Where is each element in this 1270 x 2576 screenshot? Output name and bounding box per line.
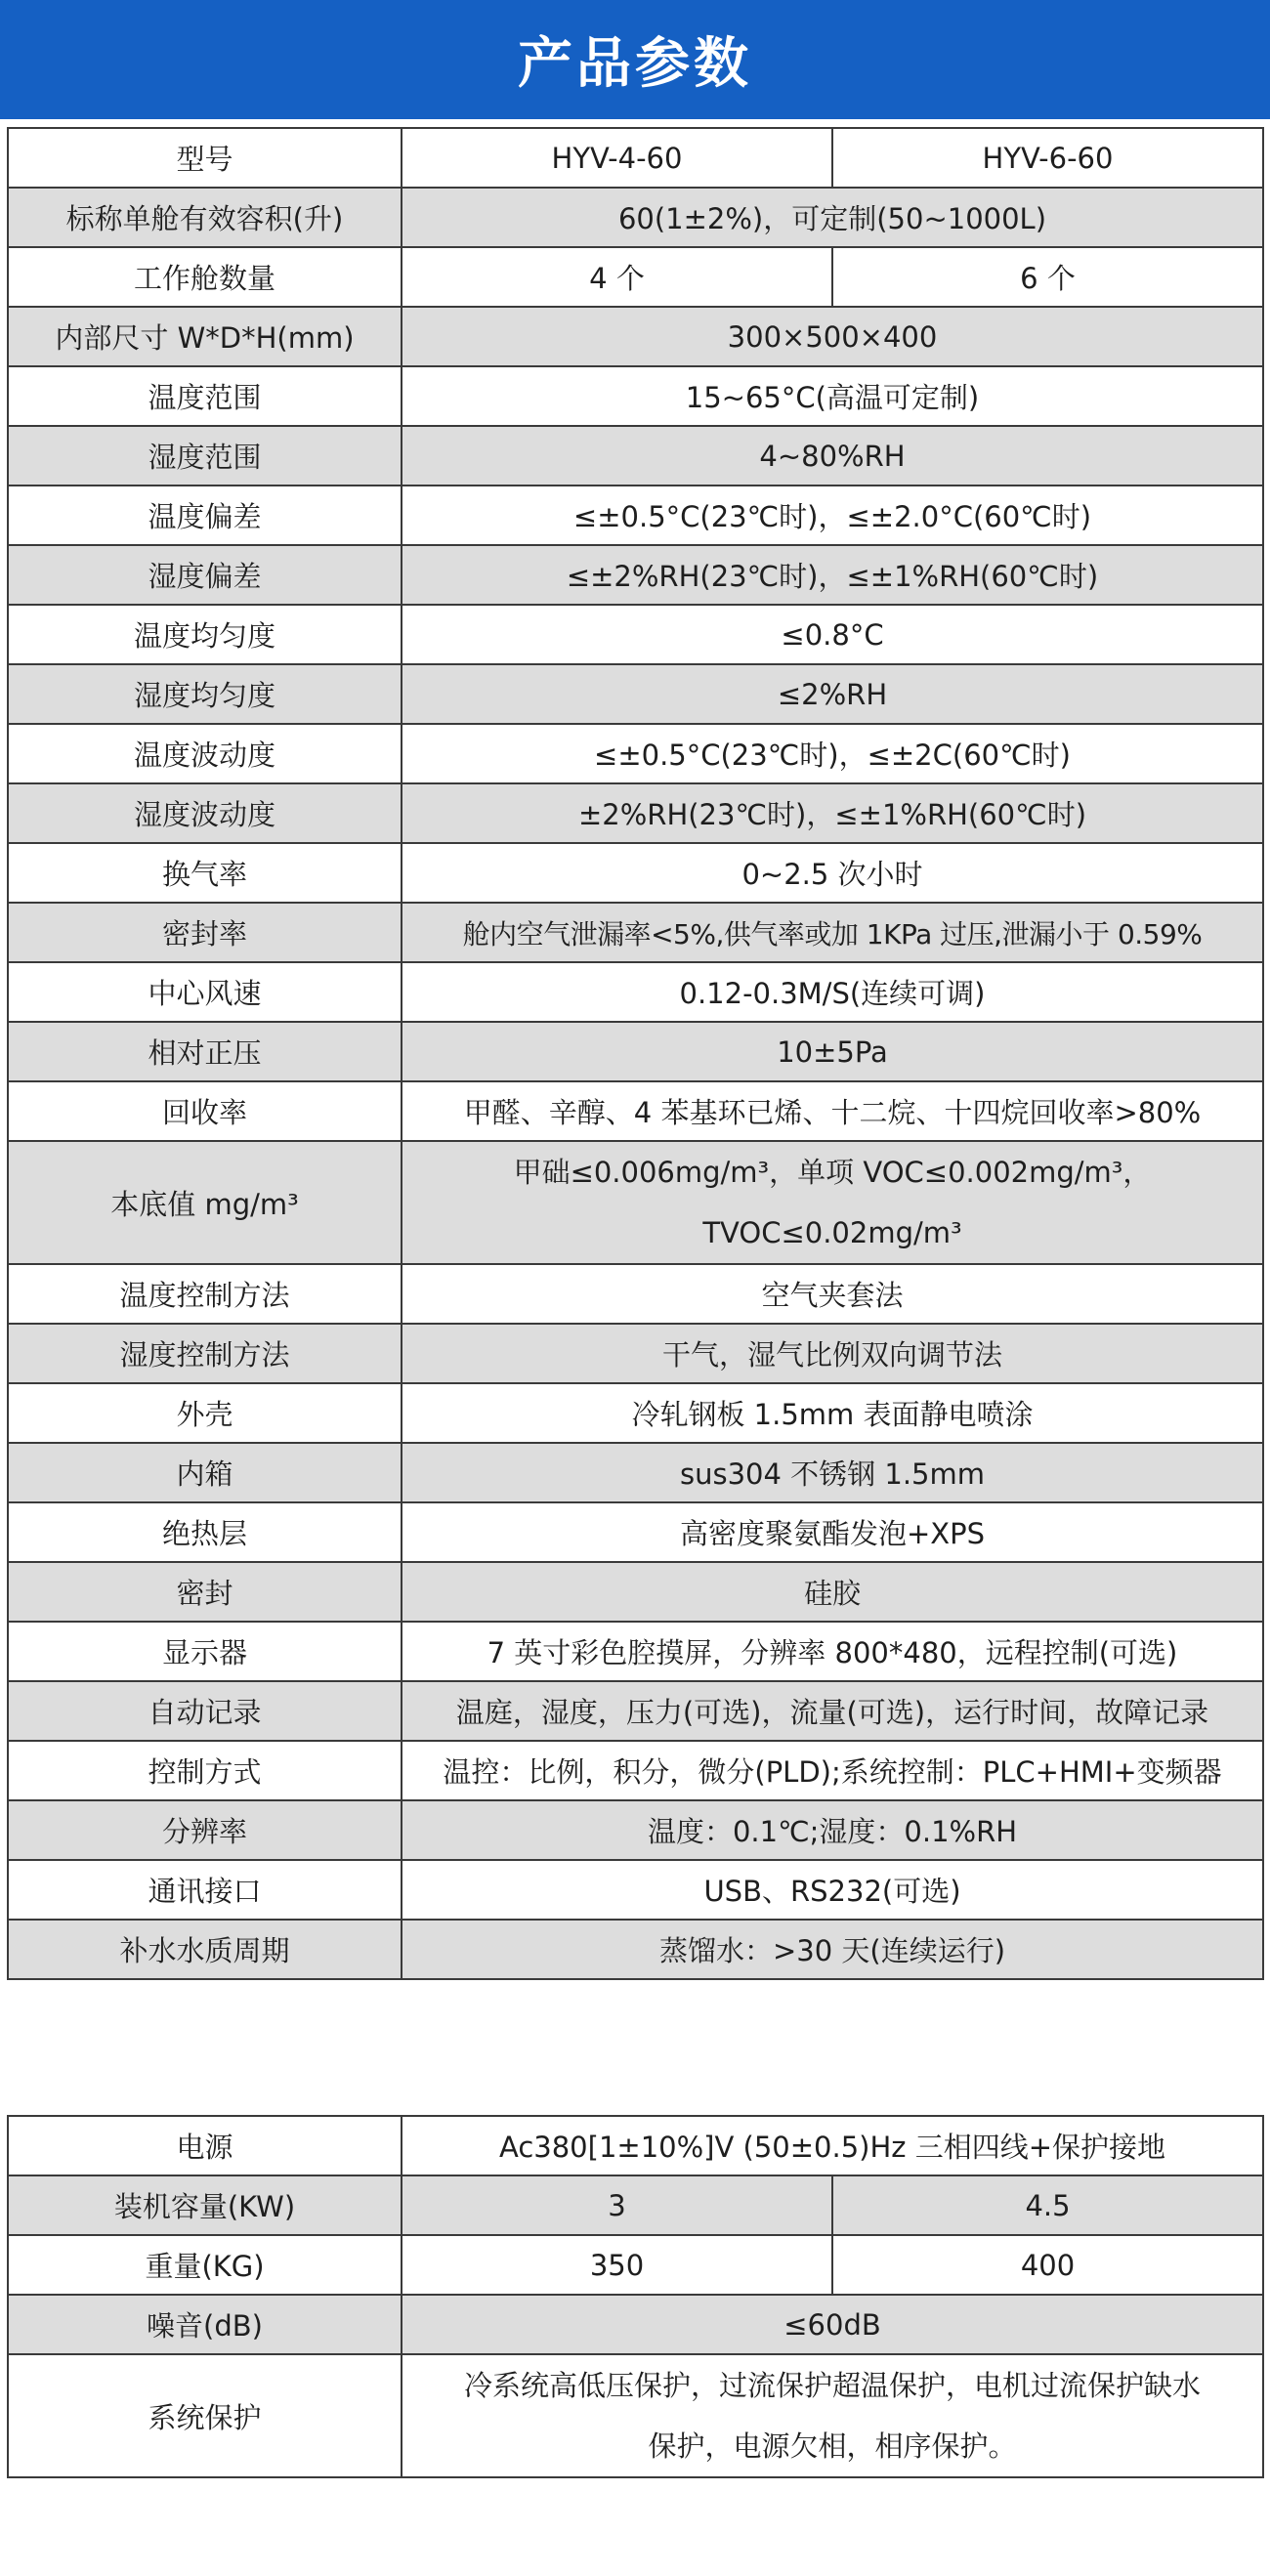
row-value: 3 — [402, 2175, 832, 2235]
table-row — [8, 2175, 1263, 2235]
row-label: 相对正压 — [8, 1022, 402, 1081]
row-value-line: 保护，电源欠相，相序保护。 — [648, 2429, 1017, 2463]
header-label: 型号 — [8, 128, 402, 188]
row-value-line: 甲础≤0.006mg/m³，单项 VOC≤0.002mg/m³， — [513, 1156, 1152, 1189]
row-value: 冷轧钢板 1.5mm 表面静电喷涂 — [402, 1383, 1263, 1443]
table-row — [8, 2354, 1263, 2477]
row-label: 温度范围 — [8, 366, 402, 426]
table-row — [8, 1502, 1263, 1562]
row-label: 湿度偏差 — [8, 545, 402, 605]
table-row — [8, 1081, 1263, 1141]
row-label: 湿度范围 — [8, 426, 402, 486]
row-value — [402, 2354, 1263, 2477]
table-row — [8, 1562, 1263, 1622]
row-label: 分辨率 — [8, 1800, 402, 1860]
model-name: HYV-4-60 — [402, 128, 832, 188]
row-value: 硅胶 — [402, 1562, 1263, 1622]
row-label: 密封率 — [8, 903, 402, 962]
row-value: 4~80%RH — [402, 426, 1263, 486]
table-row — [8, 247, 1263, 307]
row-label: 温度波动度 — [8, 724, 402, 783]
row-value: 0~2.5 次小时 — [402, 843, 1263, 903]
row-value: ±2%RH(23℃时)，≤±1%RH(60℃时) — [402, 783, 1263, 843]
row-value: 甲醛、辛醇、4 苯基环已烯、十二烷、十四烷回收率>80% — [402, 1081, 1263, 1141]
row-label: 湿度波动度 — [8, 783, 402, 843]
row-value: 350 — [402, 2235, 832, 2295]
row-label: 标称单舱有效容积(升) — [8, 188, 402, 247]
row-value: ≤±0.5°C(23℃时)，≤±2.0°C(60℃时) — [402, 486, 1263, 545]
row-value: ≤±2%RH(23℃时)，≤±1%RH(60℃时) — [402, 545, 1263, 605]
row-label: 本底值 mg/m³ — [8, 1141, 402, 1264]
table-header-row — [8, 128, 1263, 188]
row-value: 6 个 — [832, 247, 1263, 307]
table-row — [8, 188, 1263, 247]
table-row — [8, 2235, 1263, 2295]
row-label: 内箱 — [8, 1443, 402, 1502]
row-label: 自动记录 — [8, 1681, 402, 1741]
row-label: 显示器 — [8, 1622, 402, 1681]
table-row — [8, 605, 1263, 664]
row-value: 0.12-0.3M/S(连续可调) — [402, 962, 1263, 1022]
row-value: USB、RS232(可选) — [402, 1860, 1263, 1920]
row-label: 湿度控制方法 — [8, 1324, 402, 1383]
table-row — [8, 843, 1263, 903]
row-value: 4.5 — [832, 2175, 1263, 2235]
table-row — [8, 1920, 1263, 1979]
row-label: 换气率 — [8, 843, 402, 903]
table-row — [8, 724, 1263, 783]
row-label: 湿度均匀度 — [8, 664, 402, 724]
table-row — [8, 1324, 1263, 1383]
row-value: ≤0.8°C — [402, 605, 1263, 664]
table-row — [8, 486, 1263, 545]
row-value-line: TVOC≤0.02mg/m³ — [702, 1216, 962, 1249]
row-label: 温度控制方法 — [8, 1264, 402, 1324]
model-name: HYV-6-60 — [832, 128, 1263, 188]
row-value: Ac380[1±10%]V (50±0.5)Hz 三相四线+保护接地 — [402, 2116, 1263, 2175]
spec-table-power — [7, 2115, 1264, 2478]
row-label: 绝热层 — [8, 1502, 402, 1562]
row-value: 300×500×400 — [402, 307, 1263, 366]
table-row — [8, 2295, 1263, 2354]
row-value: 60(1±2%)，可定制(50~1000L) — [402, 188, 1263, 247]
table-row — [8, 1681, 1263, 1741]
table-row — [8, 962, 1263, 1022]
row-value: sus304 不锈钢 1.5mm — [402, 1443, 1263, 1502]
table-row — [8, 1741, 1263, 1800]
table-row — [8, 1860, 1263, 1920]
row-label: 工作舱数量 — [8, 247, 402, 307]
row-value: ≤±0.5°C(23℃时)，≤±2C(60℃时) — [402, 724, 1263, 783]
row-value: 温度：0.1℃;湿度：0.1%RH — [402, 1800, 1263, 1860]
row-value: 蒸馏水：>30 天(连续运行) — [402, 1920, 1263, 1979]
row-label: 装机容量(KW) — [8, 2175, 402, 2235]
row-value: 高密度聚氨酯发泡+XPS — [402, 1502, 1263, 1562]
table-row — [8, 1800, 1263, 1860]
row-value: 舱内空气泄漏率<5%,供气率或加 1KPa 过压,泄漏小于 0.59% — [402, 903, 1263, 962]
row-value: 400 — [832, 2235, 1263, 2295]
row-label: 温度均匀度 — [8, 605, 402, 664]
row-value — [402, 1141, 1263, 1264]
row-label: 密封 — [8, 1562, 402, 1622]
table-row — [8, 1141, 1263, 1264]
row-value-line: 冷系统高低压保护，过流保护超温保护，电机过流保护缺水 — [464, 2369, 1202, 2402]
row-value: ≤60dB — [402, 2295, 1263, 2354]
row-value: 15~65°C(高温可定制) — [402, 366, 1263, 426]
table-row — [8, 1264, 1263, 1324]
table-row — [8, 1443, 1263, 1502]
table-row — [8, 664, 1263, 724]
spec-table-main — [7, 127, 1264, 1980]
row-label: 内部尺寸 W*D*H(mm) — [8, 307, 402, 366]
page-title: 产品参数 — [0, 0, 1270, 119]
table-row — [8, 307, 1263, 366]
row-value: 7 英寸彩色腔摸屏，分辨率 800*480，远程控制(可选) — [402, 1622, 1263, 1681]
table-row — [8, 1622, 1263, 1681]
table-row — [8, 903, 1263, 962]
row-value: 温控：比例，积分，微分(PLD);系统控制：PLC+HMI+变频器 — [402, 1741, 1263, 1800]
row-label: 重量(KG) — [8, 2235, 402, 2295]
row-label: 控制方式 — [8, 1741, 402, 1800]
row-value: ≤2%RH — [402, 664, 1263, 724]
row-label: 电源 — [8, 2116, 402, 2175]
table-row — [8, 1022, 1263, 1081]
table-row — [8, 1383, 1263, 1443]
table-row — [8, 2116, 1263, 2175]
row-label: 温度偏差 — [8, 486, 402, 545]
row-label: 中心风速 — [8, 962, 402, 1022]
table-row — [8, 426, 1263, 486]
table-row — [8, 545, 1263, 605]
row-value: 4 个 — [402, 247, 832, 307]
row-label: 系统保护 — [8, 2354, 402, 2477]
row-value: 干气，湿气比例双向调节法 — [402, 1324, 1263, 1383]
row-value: 温庭，湿度，压力(可选)，流量(可选)，运行时间，故障记录 — [402, 1681, 1263, 1741]
row-value: 空气夹套法 — [402, 1264, 1263, 1324]
row-value: 10±5Pa — [402, 1022, 1263, 1081]
row-label: 补水水质周期 — [8, 1920, 402, 1979]
row-label: 外壳 — [8, 1383, 402, 1443]
row-label: 回收率 — [8, 1081, 402, 1141]
row-label: 通讯接口 — [8, 1860, 402, 1920]
table-row — [8, 783, 1263, 843]
table-row — [8, 366, 1263, 426]
row-label: 噪音(dB) — [8, 2295, 402, 2354]
